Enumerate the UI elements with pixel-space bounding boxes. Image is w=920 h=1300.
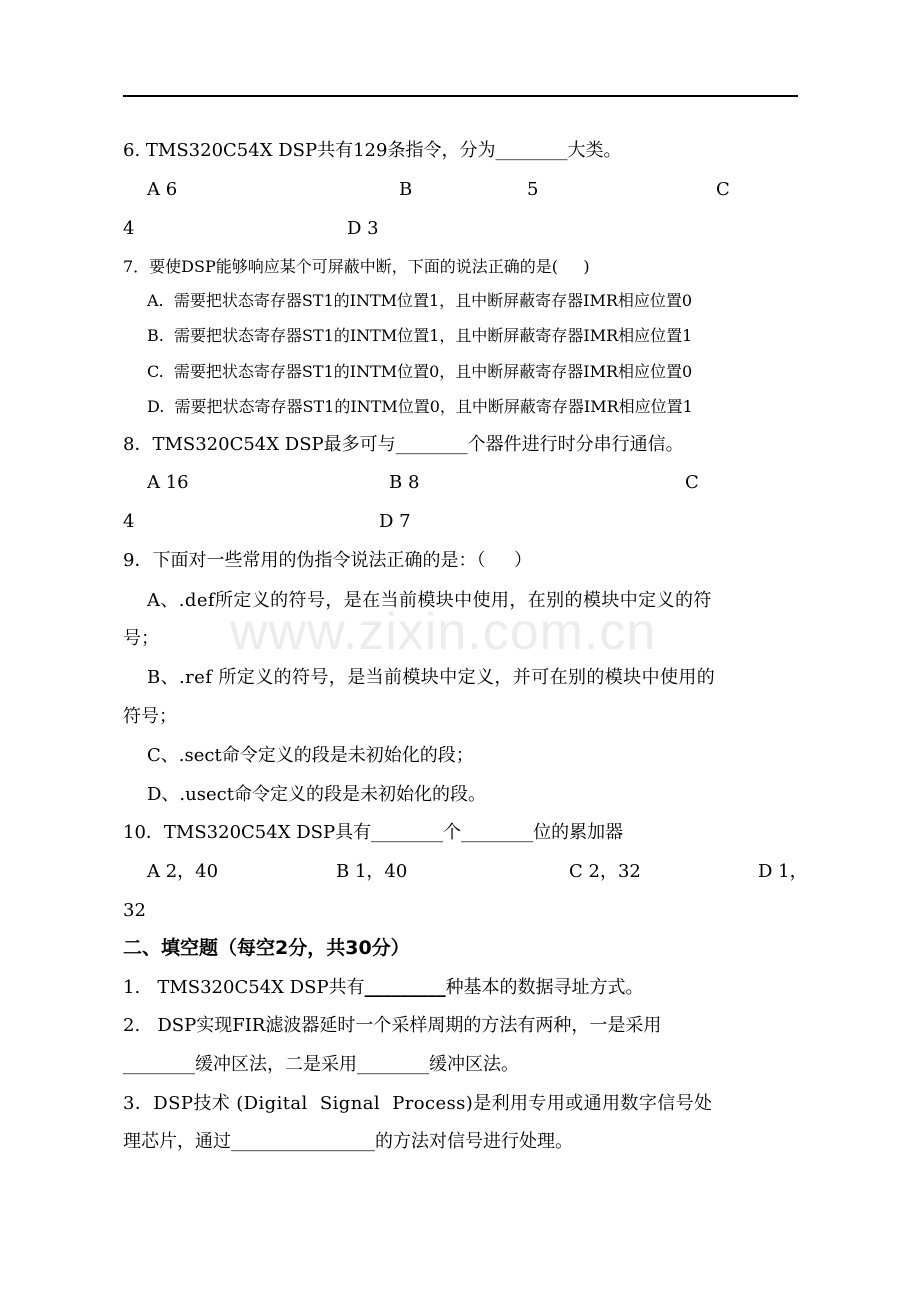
q9-option-d: D、.usect命令定义的段是未初始化的段。: [147, 784, 486, 805]
q8-stem: 8．TMS320C54X DSP最多可与________个器件进行时分串行通信。: [123, 434, 684, 455]
q8-option-a: A 16: [147, 472, 189, 493]
q6-option-a: A 6: [147, 179, 178, 200]
q6-option-c: C: [716, 179, 730, 200]
q6-option-c-value: 4: [123, 218, 135, 239]
q10-stem: 10．TMS320C54X DSP具有________个________位的累加器: [123, 822, 624, 843]
fill-q2-line2: ________缓冲区法，二是采用________缓冲区法。: [123, 1054, 519, 1075]
q9-option-a-line1: A、.def所定义的符号，是在当前模块中使用，在别的模块中定义的符: [147, 590, 712, 611]
q9-option-c: C、.sect命令定义的段是未初始化的段；: [147, 745, 474, 766]
q9-option-a-line2: 号；: [123, 628, 159, 649]
q8-option-b: B 8: [389, 472, 420, 493]
q10-option-a: A 2，40: [147, 861, 219, 882]
q10-option-d-cont: 32: [123, 900, 146, 921]
q7-option-c: C. 需要把状态寄存器ST1的INTM位置0，且中断屏蔽寄存器IMR相应位置0: [147, 362, 693, 381]
q6-stem: 6. TMS320C54X DSP共有129条指令，分为________大类。: [123, 140, 622, 161]
q10-option-b: B 1，40: [336, 861, 408, 882]
fill-q1-prefix: 1. TMS320C54X DSP共有: [123, 977, 365, 998]
fill-q1-blank: _________: [364, 977, 446, 998]
q6-option-b-value: 5: [527, 179, 539, 200]
header-rule: [123, 95, 798, 97]
q6-option-b: B: [399, 179, 413, 200]
q6-option-d: D 3: [347, 218, 379, 239]
q10-option-c: C 2，32: [569, 861, 641, 882]
q9-stem: 9．下面对一些常用的伪指令说法正确的是：（ ）: [123, 550, 533, 571]
q7-option-a: A. 需要把状态寄存器ST1的INTM位置1，且中断屏蔽寄存器IMR相应位置0: [147, 291, 693, 310]
q8-option-c-value: 4: [123, 511, 135, 532]
section-2-title: 二、填空题（每空2分，共30分）: [123, 937, 410, 959]
fill-q1-suffix: 种基本的数据寻址方式。: [445, 977, 644, 998]
fill-q3-line1: 3．DSP技术 (Digital Signal Process)是利用专用或通用数字信号处: [123, 1093, 713, 1114]
fill-q2-line1: 2. DSP实现FIR滤波器延时一个采样周期的方法有两种，一是采用: [123, 1015, 662, 1036]
watermark: www.zixin.com.cn: [230, 603, 657, 661]
q8-option-c: C: [685, 472, 699, 493]
q7-option-d: D. 需要把状态寄存器ST1的INTM位置0，且中断屏蔽寄存器IMR相应位置1: [147, 397, 693, 416]
q7-option-b: B. 需要把状态寄存器ST1的INTM位置1，且中断屏蔽寄存器IMR相应位置1: [147, 326, 693, 345]
q9-option-b-line2: 符号；: [123, 706, 177, 727]
fill-q1: [123, 977, 644, 999]
q10-option-d: D 1，: [758, 861, 808, 882]
q8-option-d: D 7: [379, 511, 411, 532]
fill-q3-line2: 理芯片，通过________________的方法对信号进行处理。: [123, 1131, 573, 1152]
q7-stem: 7．要使DSP能够响应某个可屏蔽中断，下面的说法正确的是( ): [123, 257, 590, 276]
q9-option-b-line1: B、.ref 所定义的符号，是当前模块中定义，并可在别的模块中使用的: [147, 667, 716, 688]
